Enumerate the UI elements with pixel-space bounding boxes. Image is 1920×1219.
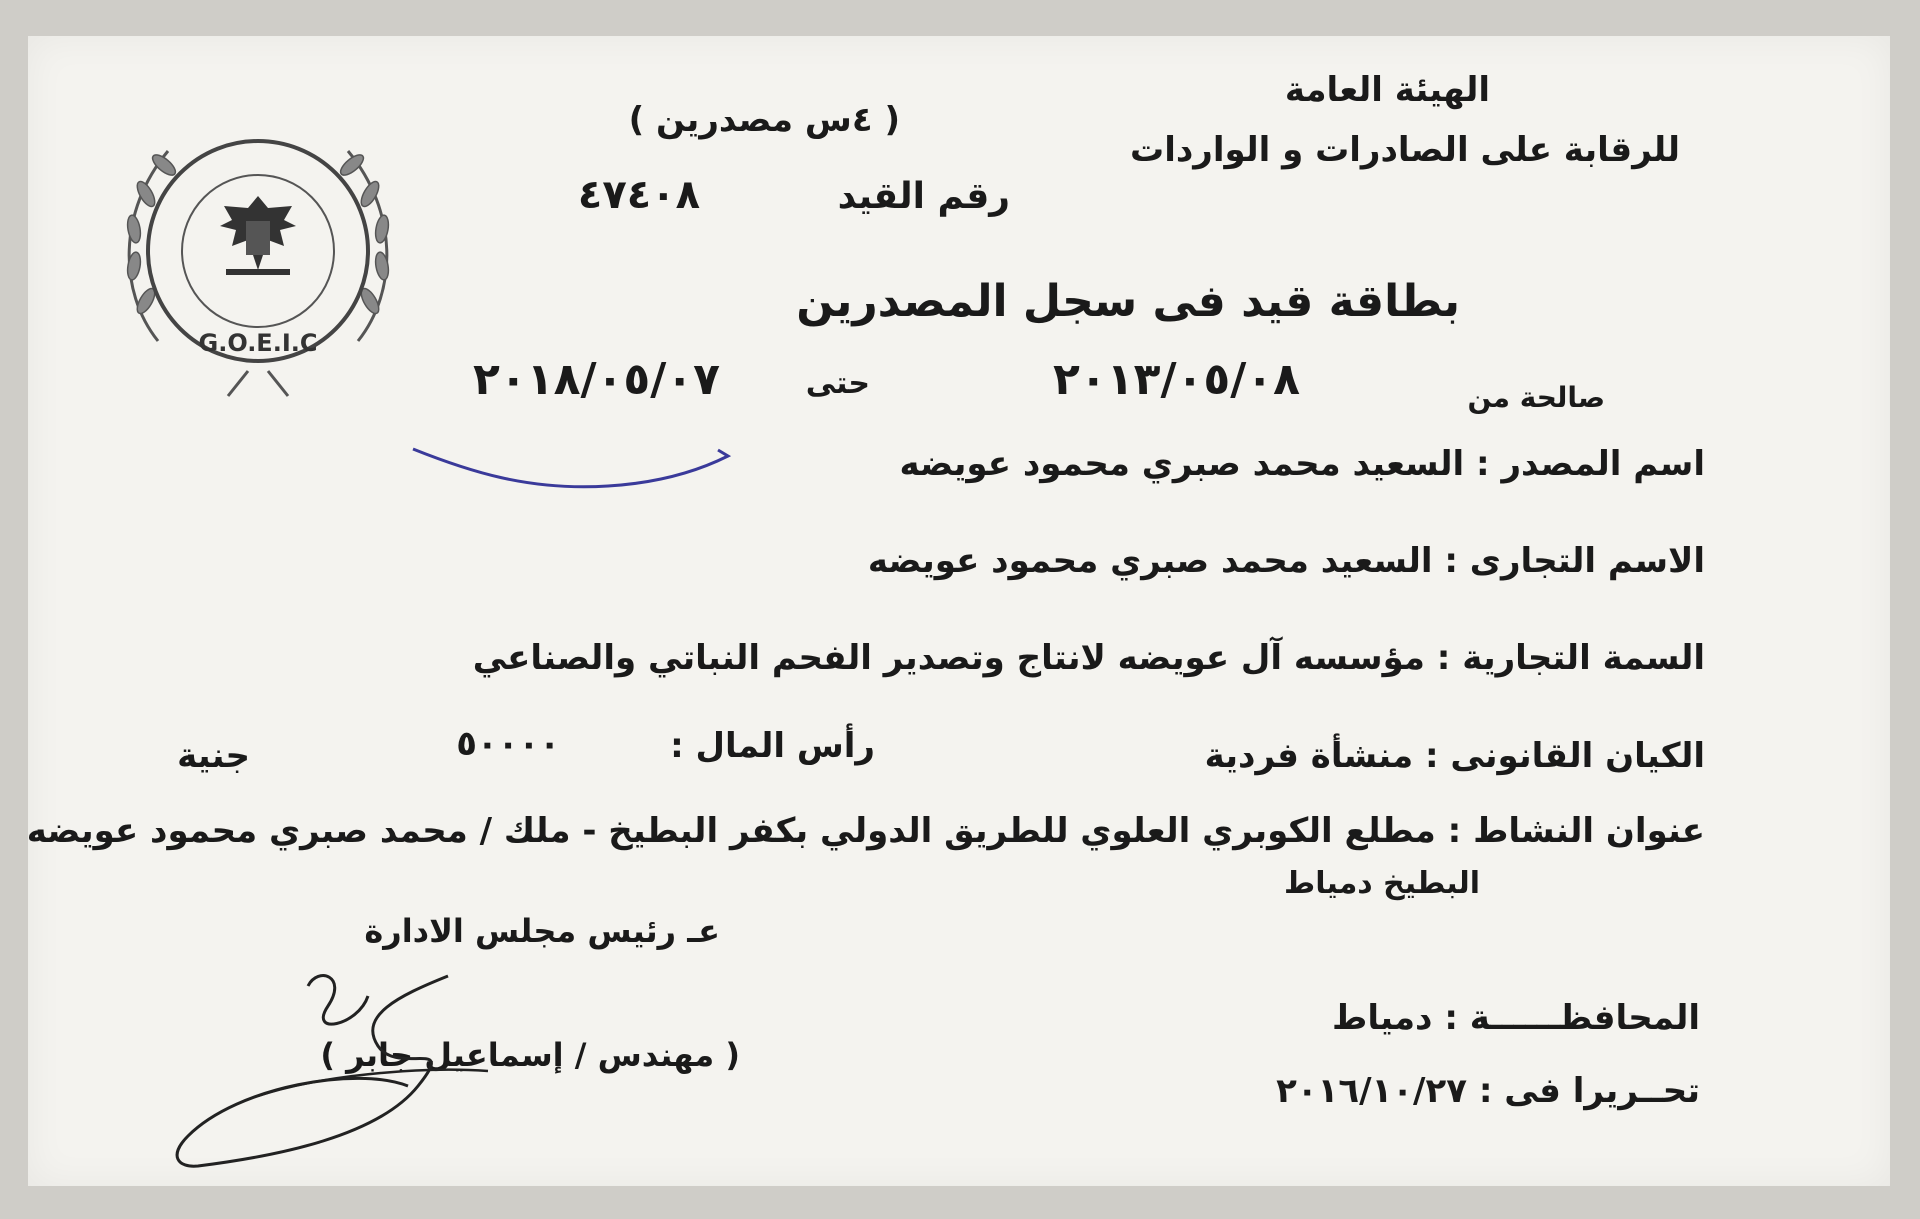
- trade-mark-field: السمة التجارية : مؤسسه آل عويضه لانتاج وتصدير الفحم النباتي والصناعي: [472, 638, 1705, 678]
- goeic-seal-logo: [98, 101, 418, 401]
- activity-address-line-2: البطيخ دمياط: [1284, 866, 1480, 901]
- handwritten-signature: [158, 956, 518, 1196]
- capital-label: رأس المال :: [670, 726, 875, 766]
- registration-number: ٤٧٤٠٨: [577, 172, 700, 218]
- seal-initials: G.O.E.I.C: [198, 329, 318, 357]
- valid-from-date: ٢٠١٣/٠٥/٠٨: [1053, 354, 1300, 405]
- authority-line-1: الهيئة العامة: [1284, 70, 1490, 110]
- governorate-field: المحافظــــــة : دمياط: [1332, 998, 1700, 1038]
- valid-to-label: حتى: [805, 366, 870, 401]
- capital-value: ٥٠٠٠٠: [456, 724, 560, 764]
- trade-name-field: الاسم التجارى : السعيد محمد صبري محمود عويضه: [867, 541, 1705, 581]
- valid-to-date: ٢٠١٨/٠٥/٠٧: [473, 354, 720, 405]
- authority-line-2: للرقابة على الصادرات و الواردات: [1130, 130, 1680, 170]
- activity-address-line-1: عنوان النشاط : مطلع الكوبري العلوي للطريق الدولي بكفر البطيخ - ملك / محمد صبري محمود عويضه: [26, 811, 1705, 851]
- chairman-title: عـ رئيس مجلس الادارة: [364, 912, 720, 950]
- registration-label: رقم القيد: [837, 176, 1010, 217]
- currency-label: جنية: [177, 736, 250, 776]
- valid-from-label: صالحة من: [1467, 381, 1605, 414]
- card-title: بطاقة قيد فى سجل المصدرين: [796, 276, 1460, 327]
- legal-entity-field: الكيان القانونى : منشأة فردية: [1204, 736, 1705, 776]
- issue-date-field: تحــريرا فى : ٢٠١٦/١٠/٢٧: [1276, 1071, 1700, 1111]
- registration-card: [28, 36, 1890, 1186]
- chairman-name: ( مهندس / إسماعيل جابر ): [320, 1036, 740, 1074]
- exporter-category: ( ٤س مصدرين ): [628, 100, 900, 140]
- handwritten-underline: [408, 431, 738, 501]
- exporter-name-field: اسم المصدر : السعيد محمد صبري محمود عويضه: [899, 444, 1705, 484]
